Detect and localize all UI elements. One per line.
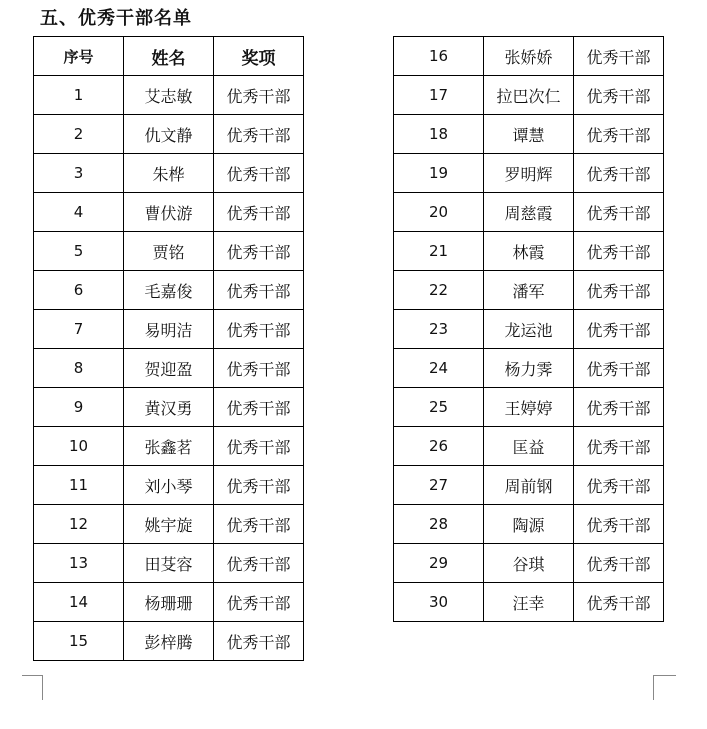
table-row bbox=[34, 349, 304, 388]
table-row bbox=[34, 310, 304, 349]
row-number: 27 bbox=[394, 466, 484, 505]
person-name: 黄汉勇 bbox=[124, 388, 214, 427]
header-name: 姓名 bbox=[124, 37, 214, 76]
table-row bbox=[394, 466, 664, 505]
person-name: 田芟容 bbox=[124, 544, 214, 583]
award-name: 优秀干部 bbox=[574, 271, 664, 310]
award-name: 优秀干部 bbox=[574, 310, 664, 349]
row-number: 4 bbox=[34, 193, 124, 232]
row-number: 25 bbox=[394, 388, 484, 427]
award-name: 优秀干部 bbox=[574, 427, 664, 466]
award-name: 优秀干部 bbox=[574, 76, 664, 115]
person-name: 易明洁 bbox=[124, 310, 214, 349]
table-row bbox=[34, 154, 304, 193]
table-row bbox=[394, 193, 664, 232]
header-award: 奖项 bbox=[214, 37, 304, 76]
row-number: 8 bbox=[34, 349, 124, 388]
person-name: 拉巴次仁 bbox=[484, 76, 574, 115]
row-number: 23 bbox=[394, 310, 484, 349]
person-name: 匡益 bbox=[484, 427, 574, 466]
person-name: 龙运池 bbox=[484, 310, 574, 349]
person-name: 艾志敏 bbox=[124, 76, 214, 115]
row-number: 20 bbox=[394, 193, 484, 232]
person-name: 贾铭 bbox=[124, 232, 214, 271]
table-row bbox=[394, 505, 664, 544]
row-number: 10 bbox=[34, 427, 124, 466]
person-name: 周慈霞 bbox=[484, 193, 574, 232]
person-name: 谷琪 bbox=[484, 544, 574, 583]
table-row bbox=[394, 76, 664, 115]
table-row bbox=[34, 505, 304, 544]
row-number: 1 bbox=[34, 76, 124, 115]
award-name: 优秀干部 bbox=[574, 37, 664, 76]
table-row bbox=[34, 544, 304, 583]
table-row bbox=[34, 232, 304, 271]
person-name: 曹伏游 bbox=[124, 193, 214, 232]
person-name: 毛嘉俊 bbox=[124, 271, 214, 310]
person-name: 罗明辉 bbox=[484, 154, 574, 193]
award-name: 优秀干部 bbox=[214, 232, 304, 271]
award-name: 优秀干部 bbox=[214, 505, 304, 544]
table-row bbox=[394, 271, 664, 310]
person-name: 潘军 bbox=[484, 271, 574, 310]
table-row bbox=[34, 76, 304, 115]
table-row bbox=[394, 583, 664, 622]
awards-table-right bbox=[393, 36, 664, 622]
table-row bbox=[394, 427, 664, 466]
person-name: 仇文静 bbox=[124, 115, 214, 154]
row-number: 21 bbox=[394, 232, 484, 271]
award-name: 优秀干部 bbox=[214, 622, 304, 661]
person-name: 彭梓腾 bbox=[124, 622, 214, 661]
person-name: 张娇娇 bbox=[484, 37, 574, 76]
row-number: 17 bbox=[394, 76, 484, 115]
award-name: 优秀干部 bbox=[574, 388, 664, 427]
award-name: 优秀干部 bbox=[214, 427, 304, 466]
award-name: 优秀干部 bbox=[214, 310, 304, 349]
row-number: 12 bbox=[34, 505, 124, 544]
table-row bbox=[34, 115, 304, 154]
row-number: 14 bbox=[34, 583, 124, 622]
table-row bbox=[394, 388, 664, 427]
award-name: 优秀干部 bbox=[214, 76, 304, 115]
person-name: 王婷婷 bbox=[484, 388, 574, 427]
award-name: 优秀干部 bbox=[214, 193, 304, 232]
award-name: 优秀干部 bbox=[214, 115, 304, 154]
table-row bbox=[394, 349, 664, 388]
person-name: 汪幸 bbox=[484, 583, 574, 622]
row-number: 11 bbox=[34, 466, 124, 505]
page-corner-mark-right bbox=[653, 675, 676, 700]
person-name: 姚宇旋 bbox=[124, 505, 214, 544]
award-name: 优秀干部 bbox=[214, 583, 304, 622]
row-number: 15 bbox=[34, 622, 124, 661]
row-number: 26 bbox=[394, 427, 484, 466]
person-name: 林霞 bbox=[484, 232, 574, 271]
row-number: 18 bbox=[394, 115, 484, 154]
table-row bbox=[34, 193, 304, 232]
award-name: 优秀干部 bbox=[574, 583, 664, 622]
header-no: 序号 bbox=[34, 37, 124, 76]
row-number: 3 bbox=[34, 154, 124, 193]
row-number: 19 bbox=[394, 154, 484, 193]
award-name: 优秀干部 bbox=[574, 505, 664, 544]
award-name: 优秀干部 bbox=[214, 154, 304, 193]
table-row bbox=[34, 271, 304, 310]
person-name: 谭慧 bbox=[484, 115, 574, 154]
award-name: 优秀干部 bbox=[574, 466, 664, 505]
award-name: 优秀干部 bbox=[214, 271, 304, 310]
person-name: 杨力霁 bbox=[484, 349, 574, 388]
section-title: 五、优秀干部名单 bbox=[40, 8, 192, 29]
row-number: 9 bbox=[34, 388, 124, 427]
table-row bbox=[394, 310, 664, 349]
row-number: 13 bbox=[34, 544, 124, 583]
award-name: 优秀干部 bbox=[214, 466, 304, 505]
person-name: 朱桦 bbox=[124, 154, 214, 193]
row-number: 28 bbox=[394, 505, 484, 544]
row-number: 29 bbox=[394, 544, 484, 583]
row-number: 24 bbox=[394, 349, 484, 388]
row-number: 22 bbox=[394, 271, 484, 310]
table-row bbox=[394, 544, 664, 583]
award-name: 优秀干部 bbox=[574, 193, 664, 232]
table-row bbox=[34, 622, 304, 661]
table-row bbox=[34, 388, 304, 427]
award-name: 优秀干部 bbox=[214, 544, 304, 583]
page-corner-mark-left bbox=[22, 675, 43, 700]
row-number: 16 bbox=[394, 37, 484, 76]
table-row bbox=[394, 154, 664, 193]
table-row bbox=[34, 427, 304, 466]
award-name: 优秀干部 bbox=[574, 154, 664, 193]
award-name: 优秀干部 bbox=[214, 388, 304, 427]
person-name: 杨珊珊 bbox=[124, 583, 214, 622]
awards-table-left bbox=[33, 36, 304, 661]
row-number: 6 bbox=[34, 271, 124, 310]
row-number: 5 bbox=[34, 232, 124, 271]
row-number: 2 bbox=[34, 115, 124, 154]
row-number: 30 bbox=[394, 583, 484, 622]
table-row bbox=[394, 232, 664, 271]
table-header-row bbox=[34, 37, 304, 76]
person-name: 陶源 bbox=[484, 505, 574, 544]
award-name: 优秀干部 bbox=[214, 349, 304, 388]
table-row bbox=[34, 466, 304, 505]
person-name: 周前钢 bbox=[484, 466, 574, 505]
person-name: 刘小琴 bbox=[124, 466, 214, 505]
person-name: 贺迎盈 bbox=[124, 349, 214, 388]
table-row bbox=[394, 115, 664, 154]
table-row bbox=[34, 583, 304, 622]
award-name: 优秀干部 bbox=[574, 349, 664, 388]
row-number: 7 bbox=[34, 310, 124, 349]
award-name: 优秀干部 bbox=[574, 232, 664, 271]
award-name: 优秀干部 bbox=[574, 115, 664, 154]
award-name: 优秀干部 bbox=[574, 544, 664, 583]
table-row bbox=[394, 37, 664, 76]
person-name: 张鑫茗 bbox=[124, 427, 214, 466]
